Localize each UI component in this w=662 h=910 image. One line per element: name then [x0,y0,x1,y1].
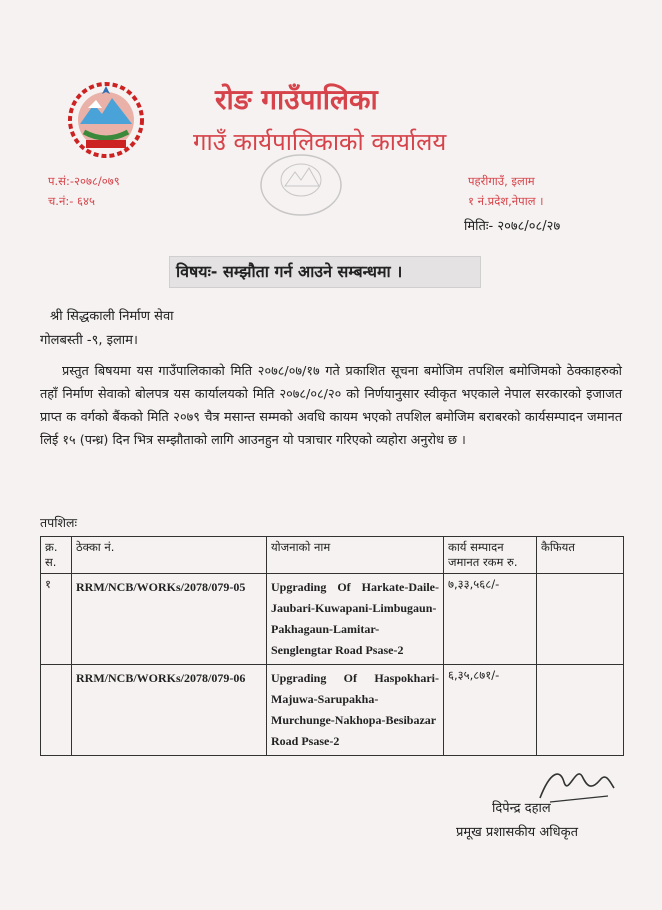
row-contract-no: RRM/NCB/WORKs/2078/079-06 [72,665,267,756]
row-guarantee-amount: ६,३५,८७१/- [444,665,537,756]
row-remarks [537,574,624,665]
contract-table [40,536,624,756]
letter-body: प्रस्तुत बिषयमा यस गाउँपालिकाको मिति २०७८/०७/१७ गते प्रकाशित सूचना बमोजिम तपशिल बमोजिमको ठेक्काहरुको तहाँ निर्माण सेवाको बोलपत्र यस कार्यालयको मिति २०७८/०८/२० को निर्णयानुसार स्वीकृत भएकाले नेपाल सरकारको इजाजत प्राप्त क वर्गको बैंकको मिति २०७९ चैत्र मसान्त सम्मको अवधि कायम भएको तपशिल बमोजिम बराबरको कार्यसम्पादन जमानत लिई १५ (पन्ध्र) दिन भित्र सम्झौताको लागि आउनहुन यो पत्राचार गरिएको व्यहोरा अनुरोध छ । [40,364,622,448]
col-project-name: योजनाको नाम [267,537,444,574]
signatory-title: प्रमूख प्रशासकीय अधिकृत [456,825,579,840]
nepal-emblem-logo [66,78,146,158]
letter-date: मितिः- २०७८/०८/२७ [464,219,561,234]
table-row [41,574,624,665]
col-contract-no: ठेक्का नं. [72,537,267,574]
table-row [41,665,624,756]
col-remarks: कैफियत [537,537,624,574]
recipient-address: गोलबस्ती -९, इलाम। [40,333,138,348]
col-performance-guarantee: कार्य सम्पादन जमानत रकम रु. [444,537,537,574]
col-serial: क्र. स. [41,537,72,574]
signatory-name: दिपेन्द्र दहाल [492,801,551,816]
office-name: गाउँ कार्यपालिकाको कार्यालय [193,128,447,156]
table-header-row [41,537,624,574]
subject-line: विषयः- सम्झौता गर्न आउने सम्बन्धमा । [176,262,403,281]
row-project-name: Upgrading Of Harkate-Daile-Jaubari-Kuwapani-Limbugaun-Pakhagaun-Lamitar-Senglengtar Road Psase-2 [267,574,444,665]
row-project-name: Upgrading Of Haspokhari-Majuwa-Sarupakha-Murchunge-Nakhopa-Besibazar Road Psase-2 [267,665,444,756]
row-serial [41,665,72,756]
address-line-1: पहरीगाउँ, इलाम [468,174,535,188]
office-seal-stamp [255,150,347,220]
address-line-2: १ नं.प्रदेश,नेपाल । [468,194,544,208]
recipient-name: श्री सिद्धकाली निर्माण सेवा [50,309,174,324]
row-serial: १ [41,574,72,665]
reference-number: प.सं:-२०७८/०७९ [48,174,120,188]
municipality-name: रोङ गाउँपालिका [215,83,378,116]
row-remarks [537,665,624,756]
row-guarantee-amount: ७,३३,५६८/- [444,574,537,665]
table-label: तपशिलः [40,515,77,530]
dispatch-number: च.नं:- ६४५ [48,194,95,208]
row-contract-no: RRM/NCB/WORKs/2078/079-05 [72,574,267,665]
